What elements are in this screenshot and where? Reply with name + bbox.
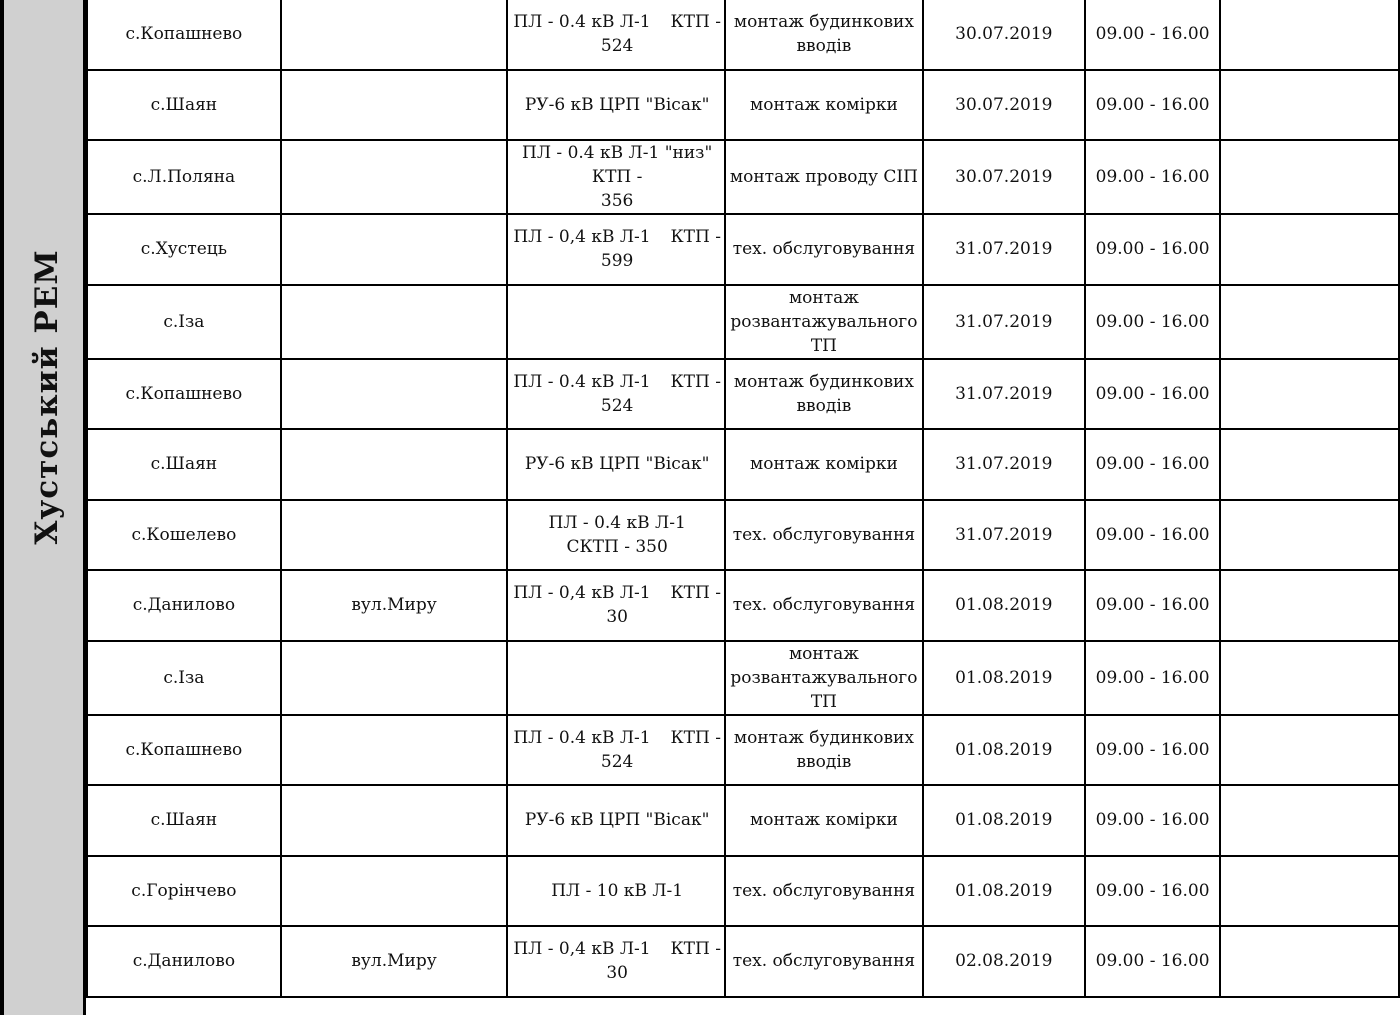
time-cell: 09.00 - 16.00 [1085, 570, 1221, 641]
table-row [87, 0, 1399, 70]
village-cell: с.Горінчево [87, 856, 281, 927]
power-line-cell [507, 140, 725, 214]
table-row [87, 856, 1399, 927]
work-type-cell: тех. обслуговування [725, 856, 923, 927]
table-row [87, 715, 1399, 786]
date-cell: 02.08.2019 [923, 926, 1085, 997]
substation-prefix: КТП - [670, 371, 721, 392]
street-cell [281, 214, 508, 285]
power-line-cell [507, 856, 725, 927]
line-name: ПЛ - 0,4 кВ Л-1 [513, 227, 651, 248]
line-name: РУ-6 кВ ЦРП "Вісак" [524, 94, 710, 115]
street-cell [281, 70, 508, 141]
table-row [87, 570, 1399, 641]
outage-schedule-table [86, 0, 1400, 998]
substation-number: СКТП - 350 [566, 536, 668, 557]
street-cell [281, 359, 508, 430]
table-row [87, 429, 1399, 500]
work-type-cell: монтаж комірки [725, 70, 923, 141]
village-cell: с.Копашнево [87, 359, 281, 430]
note-cell [1220, 0, 1399, 70]
village-cell: с.Данилово [87, 570, 281, 641]
time-cell: 09.00 - 16.00 [1085, 926, 1221, 997]
work-type-cell: монтаж проводу СІП [725, 140, 923, 214]
department-label: Хустський РЕМ [29, 249, 65, 545]
note-cell [1220, 785, 1399, 856]
power-line-cell [507, 70, 725, 141]
work-type-cell: монтаж комірки [725, 429, 923, 500]
power-line-cell [507, 0, 725, 70]
note-cell [1220, 856, 1399, 927]
line-name: РУ-6 кВ ЦРП "Вісак" [524, 810, 710, 831]
table-row [87, 285, 1399, 359]
work-type-cell: монтаж розвантажувального ТП [725, 641, 923, 715]
work-type-cell: монтаж будинкових вводів [725, 359, 923, 430]
village-cell: с.Шаян [87, 70, 281, 141]
line-name: ПЛ - 0.4 кВ Л-1 [513, 12, 651, 33]
work-type-cell: тех. обслуговування [725, 926, 923, 997]
time-cell: 09.00 - 16.00 [1085, 500, 1221, 571]
date-cell: 31.07.2019 [923, 285, 1085, 359]
date-cell: 01.08.2019 [923, 856, 1085, 927]
work-type-cell: тех. обслуговування [725, 570, 923, 641]
note-cell [1220, 285, 1399, 359]
note-cell [1220, 429, 1399, 500]
date-cell: 30.07.2019 [923, 70, 1085, 141]
date-cell: 01.08.2019 [923, 641, 1085, 715]
street-cell [281, 140, 508, 214]
village-cell: с.Іза [87, 641, 281, 715]
date-cell: 31.07.2019 [923, 359, 1085, 430]
time-cell: 09.00 - 16.00 [1085, 0, 1221, 70]
date-cell: 31.07.2019 [923, 500, 1085, 571]
note-cell [1220, 70, 1399, 141]
work-type-cell: монтаж розвантажувального ТП [725, 285, 923, 359]
street-cell [281, 0, 508, 70]
power-line-cell [507, 926, 725, 997]
time-cell: 09.00 - 16.00 [1085, 285, 1221, 359]
village-cell: с.Л.Поляна [87, 140, 281, 214]
time-cell: 09.00 - 16.00 [1085, 429, 1221, 500]
substation-number: 524 [600, 751, 634, 772]
substation-prefix: КТП - [670, 939, 721, 960]
note-cell [1220, 140, 1399, 214]
village-cell: с.Шаян [87, 785, 281, 856]
time-cell: 09.00 - 16.00 [1085, 785, 1221, 856]
substation-number: 599 [600, 251, 634, 272]
time-cell: 09.00 - 16.00 [1085, 641, 1221, 715]
time-cell: 09.00 - 16.00 [1085, 715, 1221, 786]
substation-number: 524 [600, 36, 634, 57]
substation-number: 30 [606, 607, 628, 628]
substation-number: 356 [600, 191, 634, 211]
line-name: ПЛ - 0,4 кВ Л-1 [513, 583, 651, 604]
date-cell: 31.07.2019 [923, 214, 1085, 285]
power-line-cell [507, 785, 725, 856]
substation-number: 524 [600, 395, 634, 416]
time-cell: 09.00 - 16.00 [1085, 214, 1221, 285]
substation-prefix: КТП - [670, 227, 721, 248]
note-cell [1220, 570, 1399, 641]
line-name: ПЛ - 0.4 кВ Л-1 [548, 512, 686, 533]
note-cell [1220, 359, 1399, 430]
village-cell: с.Іза [87, 285, 281, 359]
line-name: ПЛ - 0.4 кВ Л-1 [513, 371, 651, 392]
street-cell [281, 285, 508, 359]
date-cell: 01.08.2019 [923, 715, 1085, 786]
village-cell: с.Кошелево [87, 500, 281, 571]
table-row [87, 785, 1399, 856]
street-cell [281, 641, 508, 715]
village-cell: с.Данилово [87, 926, 281, 997]
street-cell [281, 500, 508, 571]
department-column [0, 0, 86, 1015]
power-line-cell [507, 715, 725, 786]
note-cell [1220, 715, 1399, 786]
work-type-cell: тех. обслуговування [725, 214, 923, 285]
power-line-cell [507, 359, 725, 430]
note-cell [1220, 500, 1399, 571]
time-cell: 09.00 - 16.00 [1085, 359, 1221, 430]
work-type-cell: монтаж будинкових вводів [725, 0, 923, 70]
street-cell [281, 429, 508, 500]
substation-prefix: КТП - [670, 583, 721, 604]
village-cell: с.Шаян [87, 429, 281, 500]
substation-prefix: КТП - [670, 12, 721, 33]
line-name: РУ-6 кВ ЦРП "Вісак" [524, 454, 710, 475]
note-cell [1220, 214, 1399, 285]
table-row [87, 70, 1399, 141]
street-cell [281, 715, 508, 786]
note-cell [1220, 641, 1399, 715]
power-line-cell [507, 285, 725, 359]
power-line-cell [507, 641, 725, 715]
substation-number: 30 [606, 963, 628, 984]
table-row [87, 926, 1399, 997]
note-cell [1220, 926, 1399, 997]
village-cell: с.Хустець [87, 214, 281, 285]
village-cell: с.Копашнево [87, 715, 281, 786]
street-cell [281, 856, 508, 927]
date-cell: 30.07.2019 [923, 140, 1085, 214]
table-row [87, 140, 1399, 214]
time-cell: 09.00 - 16.00 [1085, 140, 1221, 214]
power-line-cell [507, 429, 725, 500]
table-row [87, 641, 1399, 715]
date-cell: 31.07.2019 [923, 429, 1085, 500]
table-row [87, 359, 1399, 430]
power-line-cell [507, 214, 725, 285]
work-type-cell: монтаж будинкових вводів [725, 715, 923, 786]
time-cell: 09.00 - 16.00 [1085, 856, 1221, 927]
table-row [87, 500, 1399, 571]
date-cell: 30.07.2019 [923, 0, 1085, 70]
line-name: ПЛ - 0.4 кВ Л-1 "низ" КТП - [522, 143, 713, 187]
date-cell: 01.08.2019 [923, 785, 1085, 856]
time-cell: 09.00 - 16.00 [1085, 70, 1221, 141]
line-name: ПЛ - 0.4 кВ Л-1 [513, 727, 651, 748]
line-name: ПЛ - 0,4 кВ Л-1 [513, 939, 651, 960]
village-cell: с.Копашнево [87, 0, 281, 70]
street-cell: вул.Миру [281, 926, 508, 997]
substation-prefix: КТП - [670, 727, 721, 748]
line-name: ПЛ - 10 кВ Л-1 [551, 880, 684, 901]
power-line-cell [507, 570, 725, 641]
date-cell: 01.08.2019 [923, 570, 1085, 641]
table-row [87, 214, 1399, 285]
street-cell [281, 785, 508, 856]
street-cell: вул.Миру [281, 570, 508, 641]
power-line-cell [507, 500, 725, 571]
work-type-cell: тех. обслуговування [725, 500, 923, 571]
work-type-cell: монтаж комірки [725, 785, 923, 856]
